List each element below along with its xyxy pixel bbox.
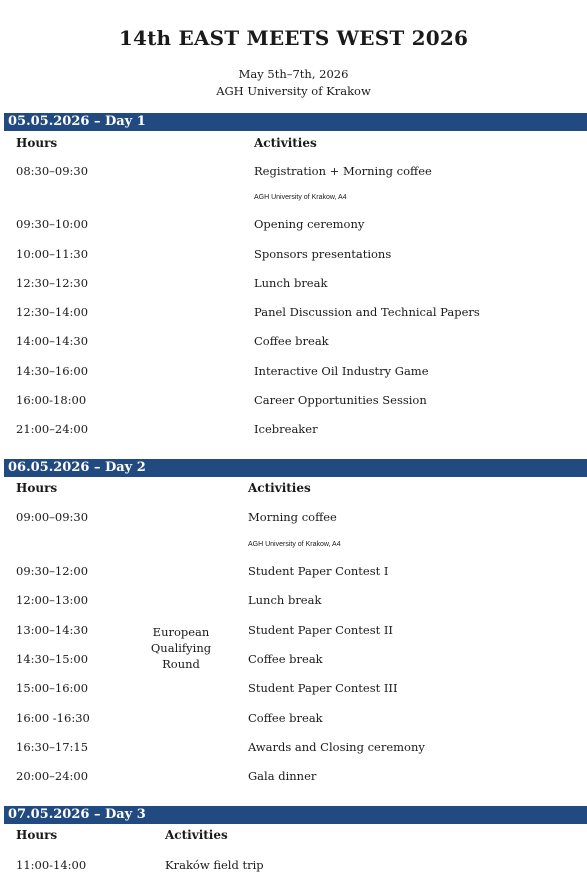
round-label-line: Round xyxy=(162,657,200,671)
day1-time: 09:30–10:00 xyxy=(16,217,89,231)
day2-activities-header: Activities xyxy=(248,481,311,495)
day2-time: 14:30–15:00 xyxy=(16,652,89,666)
day1-time: 14:00–14:30 xyxy=(16,334,89,348)
day2-activity: Awards and Closing ceremony xyxy=(248,740,425,754)
day1-activity: Interactive Oil Industry Game xyxy=(254,364,429,378)
day1-time: 14:30–16:00 xyxy=(16,364,89,378)
day2-activity: Student Paper Contest III xyxy=(248,681,398,695)
day2-time: 12:00–13:00 xyxy=(16,593,89,607)
day2-header: 06.05.2026 – Day 2 xyxy=(4,459,587,477)
day2-hours-header: Hours xyxy=(16,481,58,495)
day1-activity: Sponsors presentations xyxy=(254,247,392,261)
day3-activity: Kraków field trip xyxy=(165,858,264,872)
day1-activity: Panel Discussion and Technical Papers xyxy=(254,305,480,319)
day2-time: 09:30–12:00 xyxy=(16,564,89,578)
round-label-line: Qualifying xyxy=(150,641,212,655)
day2-activity: Coffee break xyxy=(248,711,323,725)
day2-time: 16:30–17:15 xyxy=(16,740,89,754)
day2-activity: Morning coffee xyxy=(248,510,337,524)
event-venue: AGH University of Krakow xyxy=(216,84,371,98)
day1-time: 21:00–24:00 xyxy=(16,422,89,436)
day2-activity: Gala dinner xyxy=(248,769,317,783)
day1-location-note: AGH University of Krakow, A4 xyxy=(254,194,347,201)
day1-time: 08:30–09:30 xyxy=(16,164,89,178)
day1-time: 12:30–12:30 xyxy=(16,276,89,290)
day1-activity: Registration + Morning coffee xyxy=(254,164,432,178)
day1-activities-header: Activities xyxy=(254,136,317,150)
day3-hours-header: Hours xyxy=(16,828,58,842)
day2-activity: Student Paper Contest II xyxy=(248,623,393,637)
day2-time: 20:00–24:00 xyxy=(16,769,89,783)
day1-activity: Opening ceremony xyxy=(254,217,365,231)
day2-activity: Coffee break xyxy=(248,652,323,666)
european-qualifying-round-label xyxy=(140,624,222,672)
event-dates: May 5th–7th, 2026 xyxy=(238,67,349,81)
day1-activity: Coffee break xyxy=(254,334,329,348)
day1-time: 10:00–11:30 xyxy=(16,247,89,261)
round-label-line: European xyxy=(152,625,210,639)
day2-time: 16:00 -16:30 xyxy=(16,711,90,725)
day2-activity: Lunch break xyxy=(248,593,322,607)
day1-hours-header: Hours xyxy=(16,136,58,150)
day1-time: 16:00-18:00 xyxy=(16,393,87,407)
day2-location-note: AGH University of Krakow, A4 xyxy=(248,541,341,548)
day3-header: 07.05.2026 – Day 3 xyxy=(4,806,587,824)
day1-time: 12:30–14:00 xyxy=(16,305,89,319)
day1-activity: Lunch break xyxy=(254,276,328,290)
day3-activities-header: Activities xyxy=(165,828,228,842)
day2-time: 15:00–16:00 xyxy=(16,681,89,695)
day1-activity: Career Opportunities Session xyxy=(254,393,427,407)
day1-header: 05.05.2026 – Day 1 xyxy=(4,113,587,131)
day3-time: 11:00-14:00 xyxy=(16,858,87,872)
day1-activity: Icebreaker xyxy=(254,422,318,436)
day2-time: 13:00–14:30 xyxy=(16,623,89,637)
day2-activity: Student Paper Contest I xyxy=(248,564,389,578)
day2-time: 09:00–09:30 xyxy=(16,510,89,524)
page-title: 14th EAST MEETS WEST 2026 xyxy=(118,26,469,50)
